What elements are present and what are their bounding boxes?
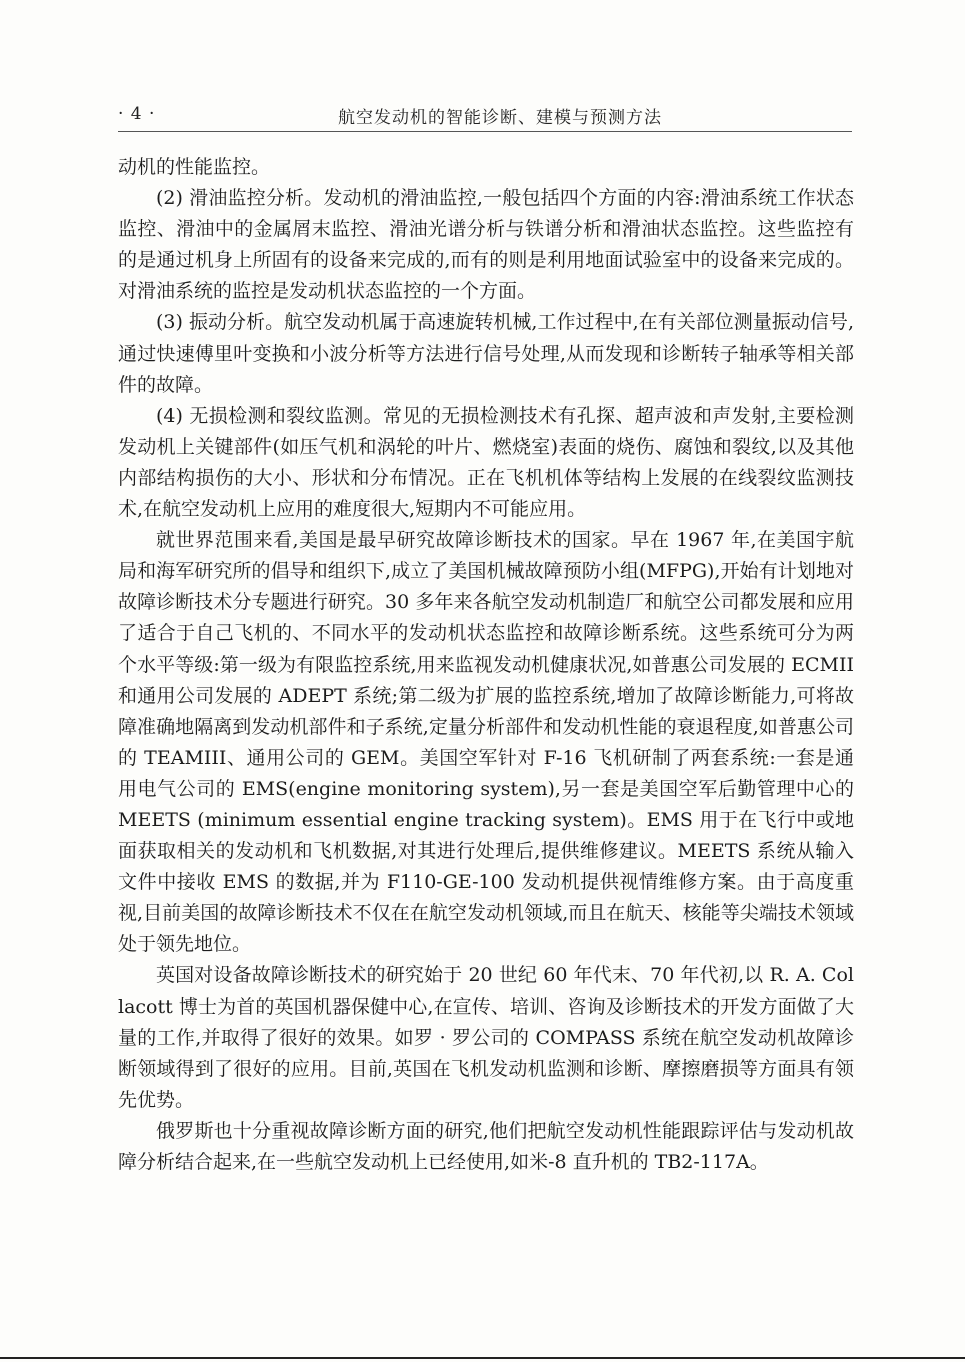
paragraph-russia: 俄罗斯也十分重视故障诊断方面的研究,他们把航空发动机性能跟踪评估与发动机故障分析结合起来,在一些航空发动机上已经使用,如米-8 直升机的 TB2-117A。 xyxy=(118,1119,854,1173)
running-head xyxy=(118,100,852,130)
paragraph-uk: 英国对设备故障诊断技术的研究始于 20 世纪 60 年代末、70 年代初,以 R. A. Collacott 博士为首的英国机器保健中心,在宣传、培训、咨询及诊断技术的开发方面做了大量的工作,并取得了很好的效果。如罗 · 罗公司的 COMPASS 系统在航空发动机故障诊断领域得到了很好的应用。目前,英国在飞机发动机监测和诊断、摩擦磨损等方面具有领先优势。 xyxy=(118,964,854,1111)
header-rule xyxy=(118,131,852,132)
paragraph-oil-monitoring: (2) 滑油监控分析。发动机的滑油监控,一般包括四个方面的内容:滑油系统工作状态监控、滑油中的金属屑末监控、滑油光谱分析与铁谱分析和滑油状态监控。这些监控有的是通过机身上所固有的设备来完成的,而有的则是利用地面试验室中的设备来完成的。对滑油系统的监控是发动机状态监控的一个方面。 xyxy=(118,187,854,303)
page-bottom-edge xyxy=(0,1357,965,1359)
body-text xyxy=(118,152,854,1178)
running-title: 航空发动机的智能诊断、建模与预测方法 xyxy=(338,108,662,128)
paragraph-vibration-analysis: (3) 振动分析。航空发动机属于高速旋转机械,工作过程中,在有关部位测量振动信号,通过快速傅里叶变换和小波分析等方法进行信号处理,从而发现和诊断转子轴承等相关部件的故障。 xyxy=(118,311,854,396)
paragraph-nondestructive-testing: (4) 无损检测和裂纹监测。常见的无损检测技术有孔探、超声波和声发射,主要检测发动机上关键部件(如压气机和涡轮的叶片、燃烧室)表面的烧伤、腐蚀和裂纹,以及其他内部结构损伤的大小、形状和分布情况。正在飞机机体等结构上发展的在线裂纹监测技术,在航空发动机上应用的难度很大,短期内不可能应用。 xyxy=(118,404,854,521)
page-number: · 4 · xyxy=(118,104,156,124)
paragraph-continued: 动机的性能监控。 xyxy=(118,156,271,178)
paragraph-usa: 就世界范围来看,美国是最早研究故障诊断技术的国家。早在 1967 年,在美国宇航局和海军研究所的倡导和组织下,成立了美国机械故障预防小组(MFPG),开始有计划地对故障诊断技术分专题进行研究。30 多年来各航空发动机制造厂和航空公司都发展和应用了适合于自己飞机的、不同水平的发动机状态监控和故障诊断系统。这些系统可分为两个水平等级:第一级为有限监控系统,用来监视发动机健康状况,如普惠公司发展的 ECMII 和通用公司发展的 ADEPT 系统;第二级为扩展的监控系统,增加了故障诊断能力,可将故障准确地隔离到发动机部件和子系统,定量分析部件和发动机性能的衰退程度,如普惠公司的 TEAMIII、通用公司的 GEM。美国空军针对 F-16 飞机研制了两套系统:一套是通用电气公司的 EMS(engine monitoring system),另一套是美国空军后勤管理中心的 MEETS (minimum essential engine tracking system)。EMS 用于在飞行中或地面获取相关的发动机和飞机数据,对其进行处理后,提供维修建议。MEETS 系统从输入文件中接收 EMS 的数据,并为 F110-GE-100 发动机提供视情维修方案。由于高度重视,目前美国的故障诊断技术不仅在在航空发动机领域,而且在航天、核能等尖端技术领域处于领先地位。 xyxy=(118,529,854,956)
